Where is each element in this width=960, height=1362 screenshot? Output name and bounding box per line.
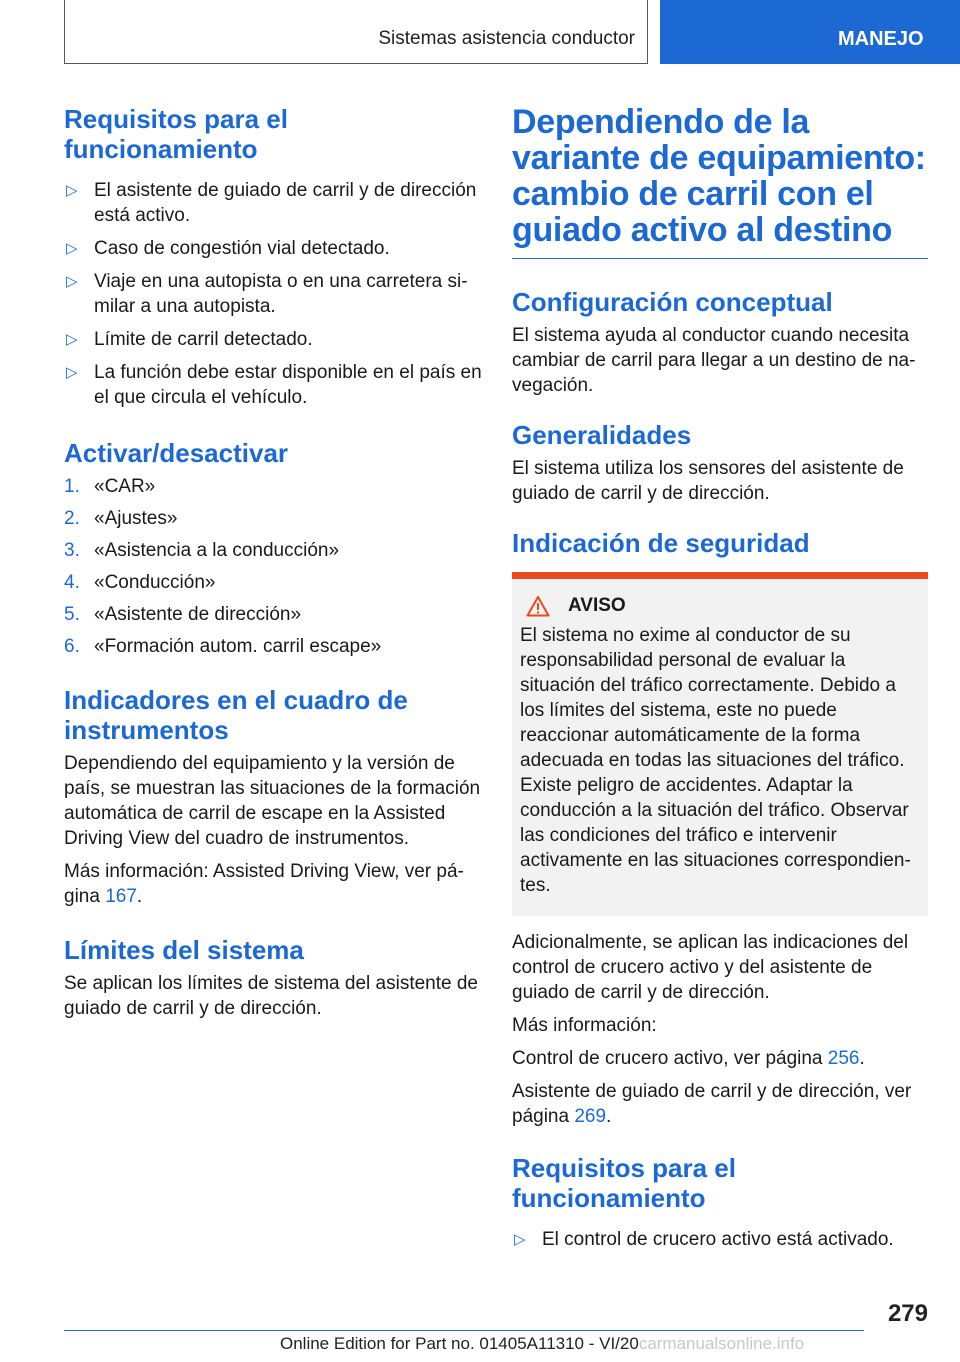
triangle-bullet-icon: ▷: [66, 240, 78, 257]
step-item: 1. «CAR»: [64, 476, 156, 497]
right-column: [512, 104, 928, 1272]
requirements-heading-2: Requisitos para el funcionamiento: [512, 1153, 736, 1213]
triangle-bullet-icon: ▷: [514, 1231, 526, 1248]
header-chapter-title: MANEJO: [838, 28, 924, 50]
step-item: 5. «Asistente de dirección»: [64, 604, 302, 625]
activate-steps: [64, 474, 484, 659]
header-chapter-tab: [660, 0, 960, 64]
list-item: ▷ El control de crucero activo está activado.: [514, 1229, 894, 1250]
more-info-paragraph: Más información: Assisted Driving View, ver página 167.: [64, 861, 464, 907]
triangle-bullet-icon: ▷: [66, 273, 78, 290]
requirements-list: [64, 178, 484, 410]
limits-text: Se aplican los límites de sistema del asistente de guiado de carril y de dirección.: [64, 973, 478, 1019]
page-link-256[interactable]: 256: [827, 1048, 860, 1069]
watermark: carmanualsonline.info: [638, 1334, 805, 1353]
indicators-text: Dependiendo del equipamiento y la versión de país, se muestran las situaciones de la formación automática de carril de escape en la Assisted Driving View del cuadro de instrumentos.: [64, 753, 481, 849]
requirements-heading: Requisitos para el funcionamiento: [64, 104, 288, 164]
footer-edition: Online Edition for Part no. 01405A11310 - VI/20carmanualsonline.info: [280, 1334, 805, 1353]
page-link-167[interactable]: 167: [105, 886, 137, 907]
heading-divider: [512, 258, 928, 259]
activate-heading: Activar/desactivar: [64, 438, 289, 468]
triangle-bullet-icon: ▷: [66, 364, 78, 381]
warning-triangle-icon: [526, 595, 550, 617]
indicators-heading: Indicadores en el cuadro de instrumentos: [64, 685, 408, 745]
warning-box: [512, 572, 928, 916]
header-section-title: Sistemas asistencia conductor: [378, 28, 635, 49]
step-item: 4. «Conducción»: [64, 572, 216, 593]
reference-cruise: Control de crucero activo, ver página 256.: [512, 1048, 865, 1069]
list-item: ▷ Caso de congestión vial detectado.: [66, 238, 390, 259]
page-number: 279: [887, 1300, 928, 1327]
footer-divider: [64, 1330, 864, 1331]
warning-text: El sistema no exime al conductor de su responsabilidad personal de evaluar la situación del tráfico correctamente. Debido a los límites del sistema, este no puede reaccionar automáticamente de la forma adecuada en todas las situaciones del tráfico. Existe peligro de accidentes. Adaptar la conducción a la situación del tráfico. Observar las condiciones del tráfico e intervenir activamente en las situaciones correspondientes.: [520, 625, 911, 896]
list-item: ▷ Límite de carril detectado.: [66, 329, 313, 350]
triangle-bullet-icon: ▷: [66, 331, 78, 348]
reference-steering: Asistente de guiado de carril y de dirección, ver página 269.: [512, 1081, 912, 1127]
additional-text: Adicionalmente, se aplican las indicaciones del control de crucero activo y del asistente de guiado de carril y de dirección.: [512, 932, 909, 1003]
step-item: 6. «Formación autom. carril escape»: [64, 636, 382, 657]
step-item: 2. «Ajustes»: [64, 508, 178, 529]
page-link-269[interactable]: 269: [574, 1106, 607, 1127]
general-text: El sistema utiliza los sensores del asistente de guiado de carril y de dirección.: [512, 458, 904, 504]
more-info-label: Más información:: [512, 1015, 657, 1036]
main-heading: Dependiendo de la variante de equipamiento: cambio de carril con el guiado activo al destino: [512, 103, 926, 249]
list-item: ▷ El asistente de guiado de carril y de dirección está activo.: [66, 180, 477, 226]
left-column: [64, 104, 484, 1029]
limits-heading: Límites del sistema: [64, 935, 304, 965]
warning-title: AVISO: [520, 595, 920, 617]
requirements-list-2: [512, 1227, 928, 1252]
step-item: 3. «Asistencia a la conducción»: [64, 540, 340, 561]
concept-text: El sistema ayuda al conductor cuando necesita cambiar de carril para llegar a un destino de navegación.: [512, 325, 916, 396]
general-heading: Generalidades: [512, 420, 692, 450]
safety-heading: Indicación de seguridad: [512, 528, 810, 558]
concept-heading: Configuración conceptual: [512, 287, 833, 317]
list-item: ▷ Viaje en una autopista o en una carretera similar a una autopista.: [66, 271, 468, 317]
header-section-box: [64, 0, 648, 64]
triangle-bullet-icon: ▷: [66, 182, 78, 199]
list-item: ▷ La función debe estar disponible en el país en el que circula el vehículo.: [66, 362, 482, 408]
